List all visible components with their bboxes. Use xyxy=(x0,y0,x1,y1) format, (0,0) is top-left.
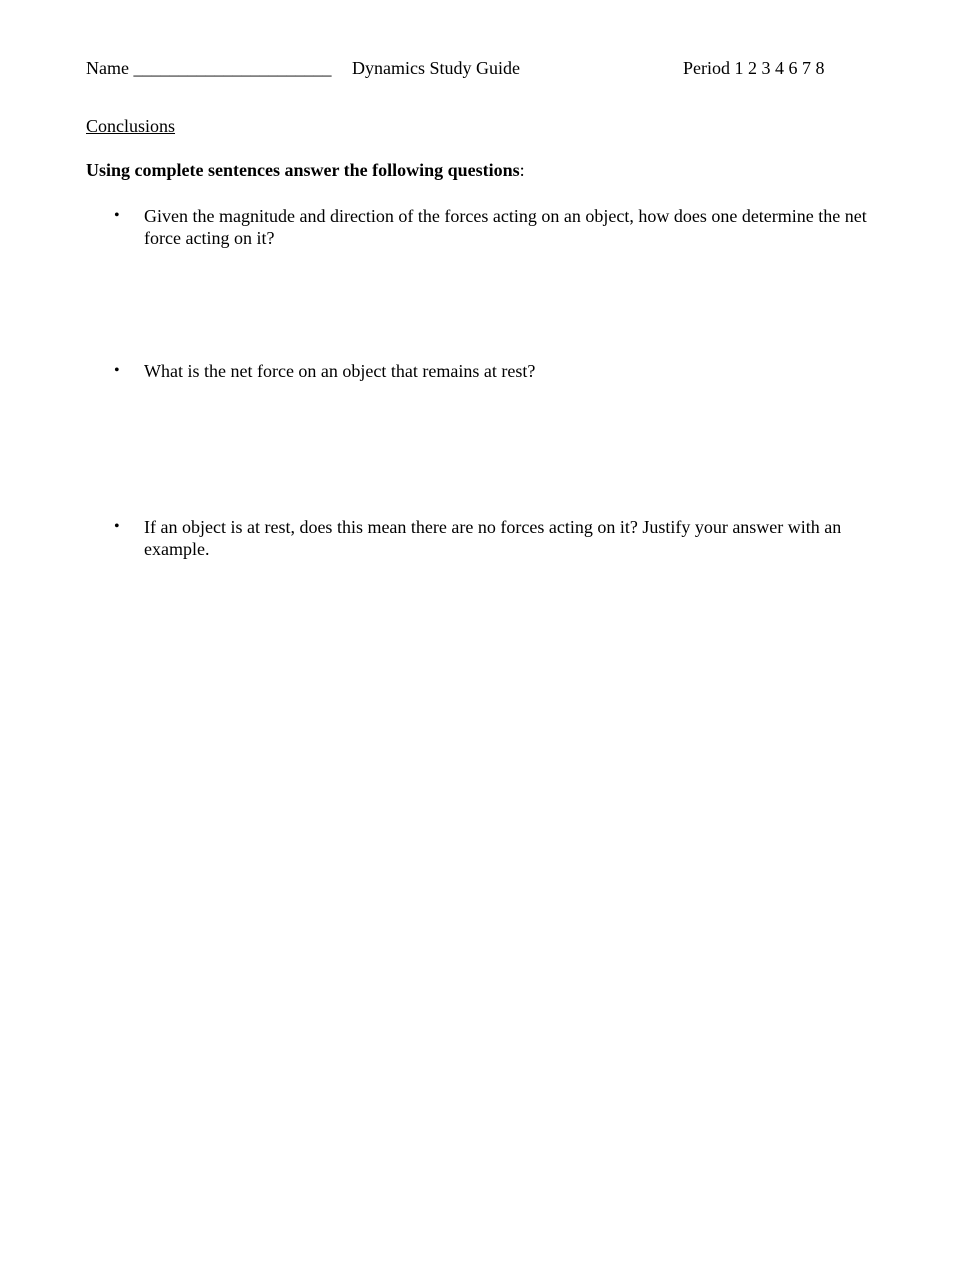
question-text: What is the net force on an object that remains at rest? xyxy=(144,361,536,381)
bullet-icon: • xyxy=(114,207,120,224)
question-item xyxy=(114,360,894,382)
bullet-icon: • xyxy=(114,518,120,535)
section-heading: Conclusions xyxy=(86,116,176,136)
page-header xyxy=(86,57,886,81)
question-item xyxy=(114,516,894,560)
question-text: Given the magnitude and direction of the forces acting on an object, how does one determine the net force acting on it? xyxy=(144,206,867,248)
document-title: Dynamics Study Guide xyxy=(352,58,520,78)
bullet-icon: • xyxy=(114,362,120,379)
instructions-suffix: : xyxy=(519,160,525,180)
period-label: Period 1 2 3 4 6 7 8 xyxy=(683,58,825,78)
question-text: If an object is at rest, does this mean there are no forces acting on it? Justify your answer with an example. xyxy=(144,517,842,559)
question-item xyxy=(114,205,894,249)
name-field-label: Name ______________________ xyxy=(86,58,332,78)
instructions-bold-text: Using complete sentences answer the following questions xyxy=(86,160,520,180)
instructions xyxy=(86,159,525,181)
